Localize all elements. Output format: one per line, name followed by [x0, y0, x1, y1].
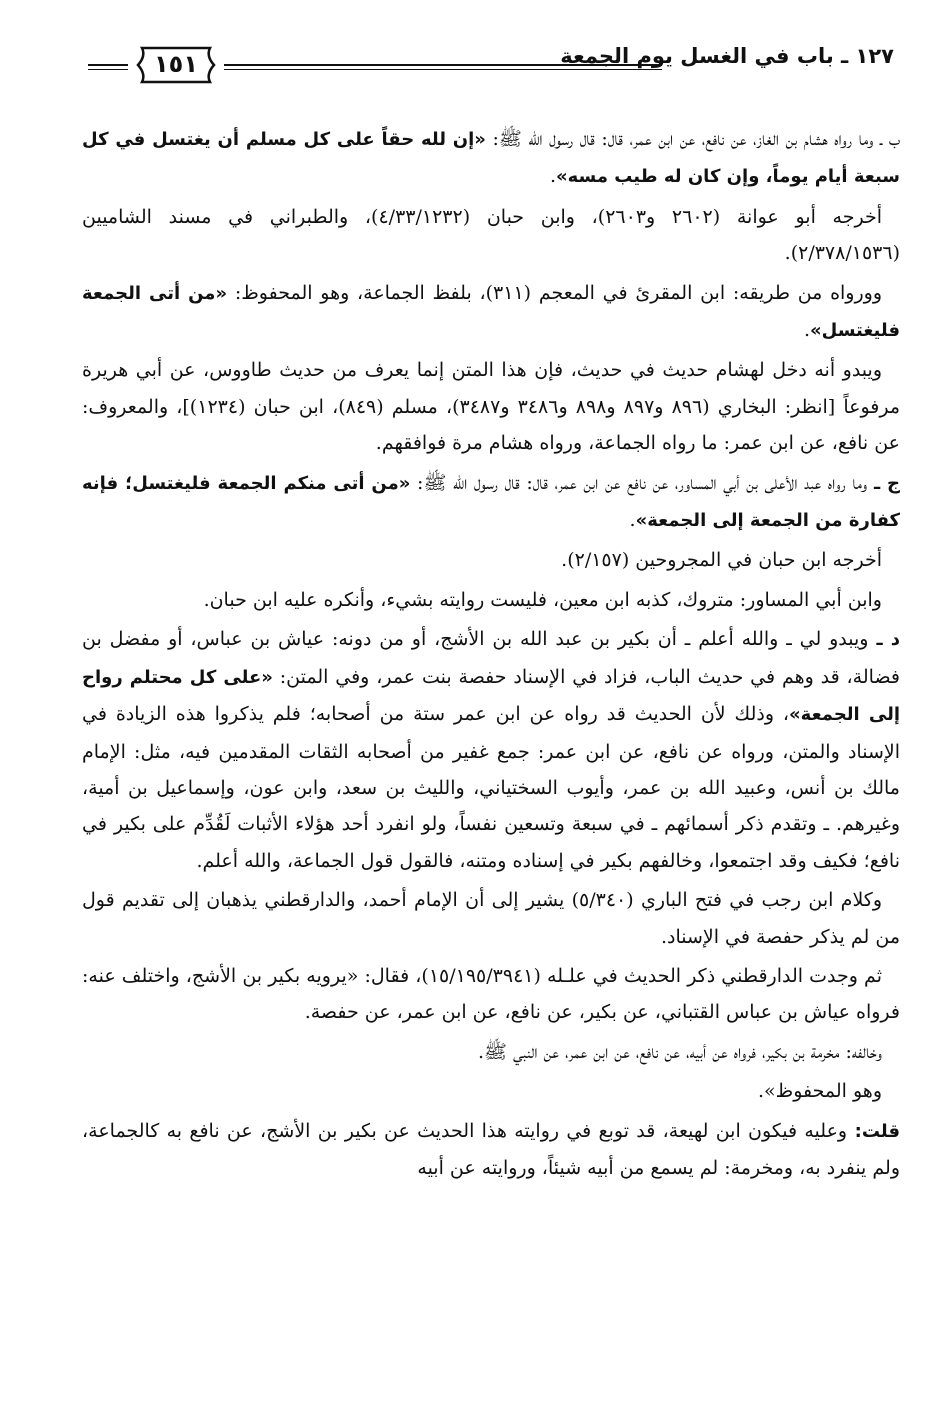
- page-header: [88, 40, 894, 90]
- page-number-frame: [128, 46, 224, 84]
- paragraph: [82, 958, 900, 1031]
- paragraph: [82, 275, 900, 350]
- text-run: وكلام ابن رجب في فتح الباري (٥/٣٤٠) يشير إلى أن الإمام أحمد، والدارقطني يذهبان إلى تقديم قول من لم يذكر حفصة في الإسناد.: [82, 889, 900, 948]
- header-rule-left: [88, 64, 128, 66]
- bold-text: قلت:: [847, 1120, 901, 1142]
- text-run: .: [803, 319, 810, 342]
- paragraph: [82, 1113, 900, 1187]
- paragraph: [82, 1073, 900, 1109]
- bold-text: «من أتى منكم الجمعة فليغتسل؛ فإنه كفارة من الجمعة إلى الجمعة»: [82, 472, 900, 532]
- text-run: وورواه من طريقه: ابن المقرئ في المعجم (٣١١)، بلفظ الجماعة، وهو المحفوظ:: [227, 281, 882, 304]
- bold-text: «من أتى الجمعة فليغتسل»: [82, 282, 900, 342]
- paragraph: [82, 1034, 900, 1070]
- text-run: وخالفه: مخرمة بن بكير، فرواه عن أبيه، عن نافع، عن ابن عمر، عن النبي ﷺ.: [477, 1040, 882, 1063]
- text-run: ، وذلك لأن الحديث قد رواه عن ابن عمر ستة من أصحابه؛ فلم يذكروا هذه الزيادة في الإسناد والمتن، ورواه عن نافع، عن ابن عمر: جمع غفير من أصحابه الثقات المقدمين فيه، مثل: الإمام مالك بن أنس، وعبيد الله بن عمر، وأيوب السختياني، والليث بن سعد، وابن عون، وإسماعيل بن أمية، وغيرهم. ـ وتقدم ذكر أسمائهم ـ في سبعة وتسعين نفساً، ولو انفرد أحد هؤلاء الأثبات لَقُدِّم على بكير في نافع؛ فكيف وقد اجتمعوا، وخالفهم بكير في إسناده ومتنه، فالقول قول الجماعة، والله أعلم.: [82, 703, 900, 872]
- text-run: وعليه فيكون ابن لهيعة، قد توبع في روايته هذا الحديث عن بكير بن الأشج، عن نافع به كالجماعة، ولم ينفرد به، ومخرمة: لم يسمع من أبيه شيئاً، وروايته عن أبيه: [82, 1119, 900, 1179]
- paragraph: [82, 621, 900, 879]
- page-body: [82, 118, 900, 1186]
- text-run: ويبدو أنه دخل لهشام حديث في حديث، فإن هذا المتن إنما يعرف من حديث طاووس، عن أبي هريرة مرفوعاً [انظر: البخاري (٨٩٦ و٨٩٧ و٨٩٨ و٣٤٨٦ و٣٤٨٧)، مسلم (٨٤٩)، ابن حبان (١٢٣٤)]، والمعروف: عن نافع، عن ابن عمر: ما رواه الجماعة، ورواه هشام مرة فوافقهم.: [82, 359, 901, 455]
- paragraph: [82, 582, 900, 618]
- text-run: وهو المحفوظ».: [757, 1080, 882, 1103]
- bold-text: «إن لله حقاً على كل مسلم أن يغتسل في كل سبعة أيام يوماً، وإن كان له طيب مسه»: [82, 129, 900, 188]
- paragraph: [82, 199, 900, 272]
- text-run: وابن أبي المساور: متروك، كذبه ابن معين، فليست روايته بشيء، وأنكره عليه ابن حبان.: [203, 588, 882, 611]
- bold-text: ج ـ: [867, 472, 900, 494]
- text-run: .: [549, 165, 556, 188]
- bold-text: د ـ: [868, 629, 900, 651]
- paragraph: [82, 121, 900, 196]
- paragraph: [82, 542, 900, 578]
- header-rule: [224, 64, 662, 66]
- text-run: ويبدو لي ـ والله أعلم ـ أن بكير بن عبد الله بن الأشج، أو من دونه: عياش بن عباس، أو مفضل بن فضالة، قد وهم في حديث الباب، فزاد في الإسناد حفصة بنت عمر، وفي المتن:: [82, 628, 901, 688]
- chapter-title: ١٢٧ ـ باب في الغسل يوم الجمعة: [560, 44, 894, 68]
- text-run: ثم وجدت الدارقطني ذكر الحديث في علـله (١٥/١٩٥/٣٩٤١)، فقال: «يرويه بكير بن الأشج، واختلف عنه: فرواه عياش بن عباس القتباني، عن بكير، عن نافع، عن ابن عمر، عن حفصة.: [82, 964, 900, 1024]
- text-run: وما رواه عبد الأعلى بن أبي المساور، عن نافع عن ابن عمر، قال: قال رسول الله ﷺ:: [410, 471, 868, 494]
- text-run: أخرجه أبو عوانة (٢٦٠٢ و٢٦٠٣)، وابن حبان (٤/٣٣/١٢٣٢)، والطبراني في مسند الشاميين (٢/٣٧٨/١٥٣٦).: [82, 205, 900, 265]
- paragraph: [82, 882, 900, 955]
- paragraph: [82, 465, 900, 540]
- paragraph: [82, 352, 900, 461]
- page-number: ١٥١: [154, 50, 198, 78]
- text-run: .: [629, 509, 636, 532]
- text-run: أخرجه ابن حبان في المجروحين (٢/١٥٧).: [561, 549, 882, 572]
- bold-text: «على كل محتلم رواح إلى الجمعة»: [82, 666, 900, 726]
- text-run: ب ـ وما رواه هشام بن الغاز، عن نافع، عن ابن عمر، قال: قال رسول الله ﷺ:: [485, 128, 900, 150]
